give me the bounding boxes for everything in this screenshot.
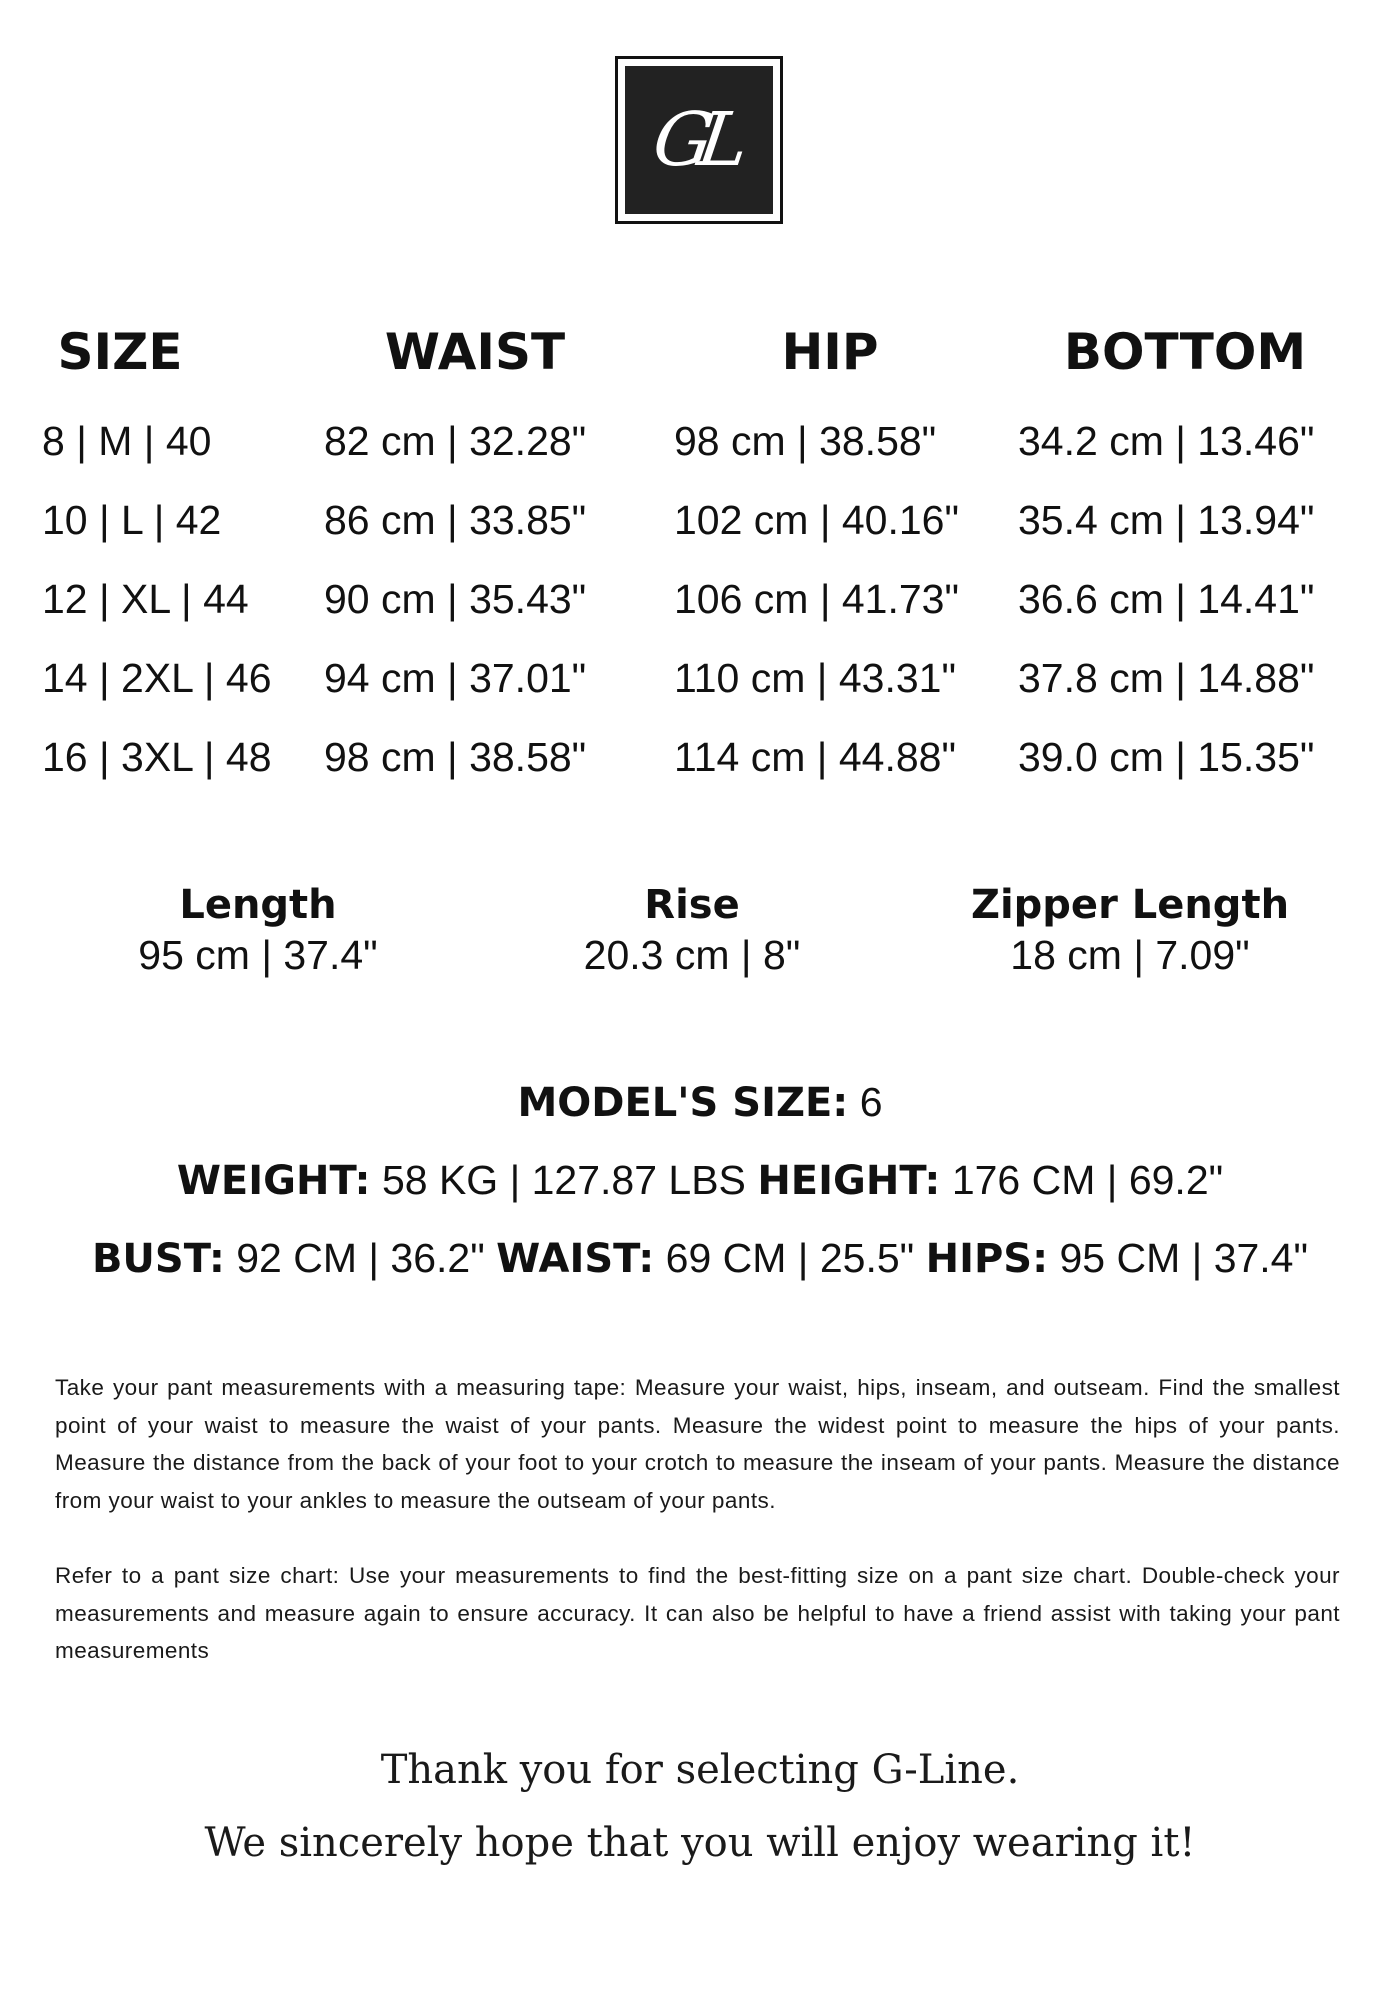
dimension-value: 20.3 cm | 8" (583, 932, 801, 978)
cell-hip: 110 cm | 43.31" (674, 655, 956, 701)
model-hips-label: HIPS: (925, 1236, 1049, 1282)
logo-badge (625, 66, 773, 214)
cell-waist: 90 cm | 35.43" (324, 576, 587, 622)
brand-logo (615, 56, 783, 224)
cell-bottom: 39.0 cm | 15.35" (1018, 734, 1315, 780)
cell-waist: 94 cm | 37.01" (324, 655, 587, 701)
dimension-value: 18 cm | 7.09" (1010, 932, 1250, 978)
model-height-label: HEIGHT: (757, 1158, 941, 1204)
dimension-length (78, 880, 438, 980)
size-chart-instructions: Refer to a pant size chart: Use your measurements to find the best-fitting size on a pant size chart. Double-check your measurements and measure again to ensure accuracy. It can also be helpful to have a friend assist with taking your pant measurements (55, 1563, 1340, 1663)
table-row (0, 648, 1400, 708)
header-size: SIZE (57, 323, 183, 381)
logo-monogram: GL (647, 97, 741, 183)
cell-bottom: 35.4 cm | 13.94" (1018, 497, 1315, 543)
cell-size: 8 | M | 40 (42, 418, 212, 464)
cell-waist: 82 cm | 32.28" (324, 418, 587, 464)
model-size-line (0, 1072, 1400, 1133)
model-waist-label: WAIST: (496, 1236, 655, 1282)
measurement-instructions: Take your pant measurements with a measuring tape: Measure your waist, hips, inseam, and outseam. Find the smallest point of your waist to measure the waist of your pants. Measure the widest point to measure the hips of your pants. Measure the distance from the back of your foot to your crotch to measure the inseam of your pants. Measure the distance from your waist to your ankles to measure the outseam of your pants. (55, 1375, 1340, 1513)
cell-size: 12 | XL | 44 (42, 576, 249, 622)
dimension-label: Length (179, 882, 337, 928)
cell-hip: 98 cm | 38.58" (674, 418, 937, 464)
dimension-value: 95 cm | 37.4" (138, 932, 378, 978)
model-bust-label: BUST: (91, 1236, 225, 1282)
table-row (0, 411, 1400, 471)
cell-bottom: 36.6 cm | 14.41" (1018, 576, 1315, 622)
dimension-label: Rise (644, 882, 740, 928)
cell-size: 10 | L | 42 (42, 497, 222, 543)
cell-size: 14 | 2XL | 46 (42, 655, 272, 701)
dimension-rise (512, 880, 872, 980)
header-bottom: BOTTOM (1063, 323, 1307, 381)
dimension-zipper-length (950, 880, 1310, 980)
model-bust-value: 92 CM | 36.2" (236, 1235, 485, 1281)
model-size-value: 6 (859, 1079, 883, 1125)
model-hips-value: 95 CM | 37.4" (1059, 1235, 1309, 1281)
cell-size: 16 | 3XL | 48 (42, 734, 272, 780)
table-row (0, 569, 1400, 629)
thanks-line-1: Thank you for selecting G-Line. (380, 1747, 1020, 1793)
cell-waist: 98 cm | 38.58" (324, 734, 587, 780)
cell-hip: 114 cm | 44.88" (674, 734, 956, 780)
header-hip: HIP (781, 323, 879, 381)
cell-bottom: 37.8 cm | 14.88" (1018, 655, 1315, 701)
model-waist-value: 69 CM | 25.5" (665, 1235, 915, 1281)
cell-hip: 102 cm | 40.16" (674, 497, 960, 543)
table-row (0, 727, 1400, 787)
model-measurements-line (0, 1228, 1400, 1289)
model-height-value: 176 CM | 69.2" (951, 1157, 1224, 1203)
thanks-line-2: We sincerely hope that you will enjoy wearing it! (204, 1820, 1196, 1866)
cell-hip: 106 cm | 41.73" (674, 576, 960, 622)
model-size-label: MODEL'S SIZE: (517, 1080, 849, 1126)
model-weight-value: 58 KG | 127.87 LBS (381, 1157, 746, 1203)
model-weight-height-line (0, 1150, 1400, 1211)
cell-bottom: 34.2 cm | 13.46" (1018, 418, 1315, 464)
model-weight-label: WEIGHT: (176, 1158, 371, 1204)
dimension-label: Zipper Length (970, 882, 1290, 928)
cell-waist: 86 cm | 33.85" (324, 497, 587, 543)
header-waist: WAIST (384, 323, 566, 381)
table-row (0, 490, 1400, 550)
